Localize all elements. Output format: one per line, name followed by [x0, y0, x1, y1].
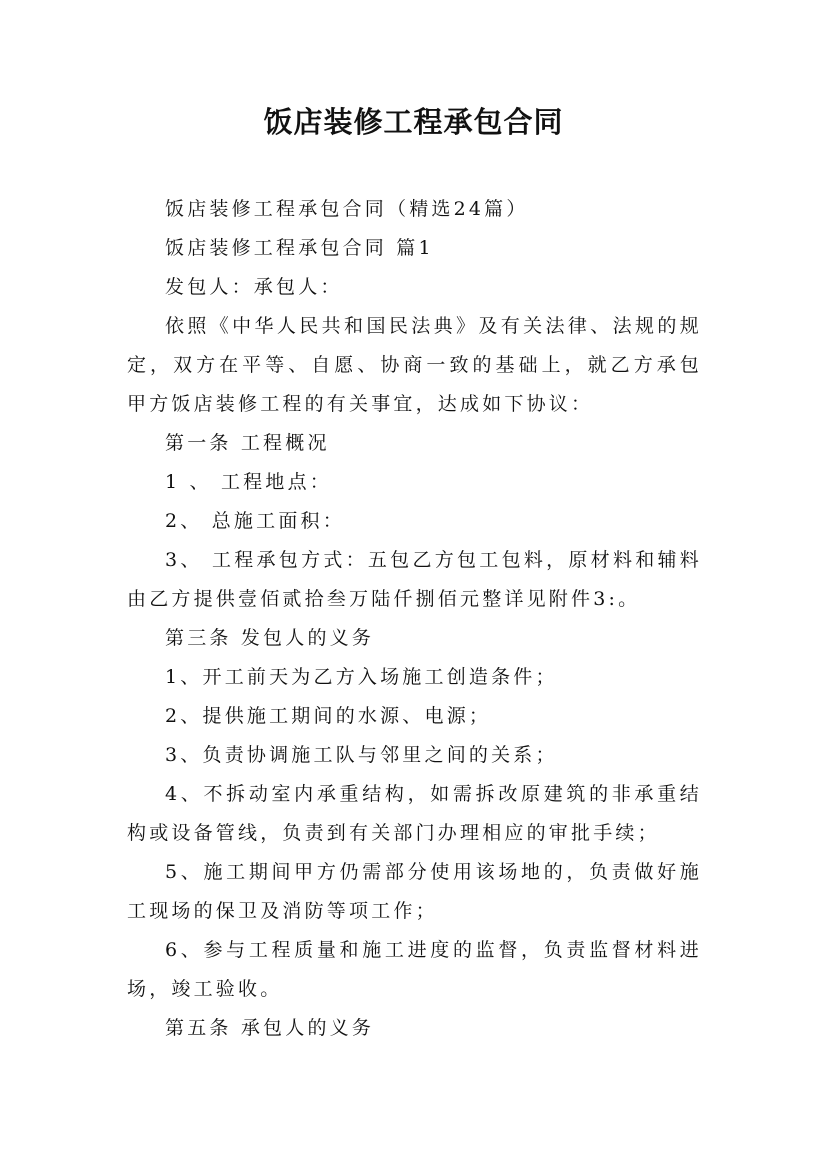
- paragraph: 2、提供施工期间的水源、电源；: [165, 705, 492, 727]
- paragraph: 2、 总施工面积：: [165, 510, 345, 532]
- paragraph: 6、参与工程质量和施工进度的监督，负责监督材料进场，竣工验收。: [127, 939, 702, 1000]
- paragraph: 饭店装修工程承包合同（精选24篇）: [165, 198, 529, 220]
- paragraph: 1 、 工程地点：: [165, 471, 332, 493]
- document-body: [127, 190, 702, 1048]
- section-heading: 第五条 承包人的义务: [165, 1017, 375, 1039]
- section-heading: 第一条 工程概况: [165, 432, 330, 454]
- section-heading: 第三条 发包人的义务: [165, 627, 375, 649]
- paragraph: 5、施工期间甲方仍需部分使用该场地的，负责做好施工现场的保卫及消防等项工作；: [127, 861, 702, 922]
- paragraph: 饭店装修工程承包合同 篇1: [165, 237, 434, 259]
- paragraph: 发包人：承包人：: [165, 276, 343, 298]
- paragraph: 依照《中华人民共和国民法典》及有关法律、法规的规定，双方在平等、自愿、协商一致的基础上，就乙方承包甲方饭店装修工程的有关事宜，达成如下协议：: [127, 315, 702, 415]
- paragraph: 3、 工程承包方式：五包乙方包工包料，原材料和辅料由乙方提供壹佰贰拾叁万陆仟捌佰元整详见附件3:。: [127, 549, 702, 610]
- paragraph: 1、开工前天为乙方入场施工创造条件；: [165, 666, 558, 688]
- paragraph: 3、负责协调施工队与邻里之间的关系；: [165, 744, 558, 766]
- document-title: 饭店装修工程承包合同: [263, 105, 564, 139]
- paragraph: 4、不拆动室内承重结构，如需拆改原建筑的非承重结构或设备管线，负责到有关部门办理相应的审批手续；: [127, 783, 702, 844]
